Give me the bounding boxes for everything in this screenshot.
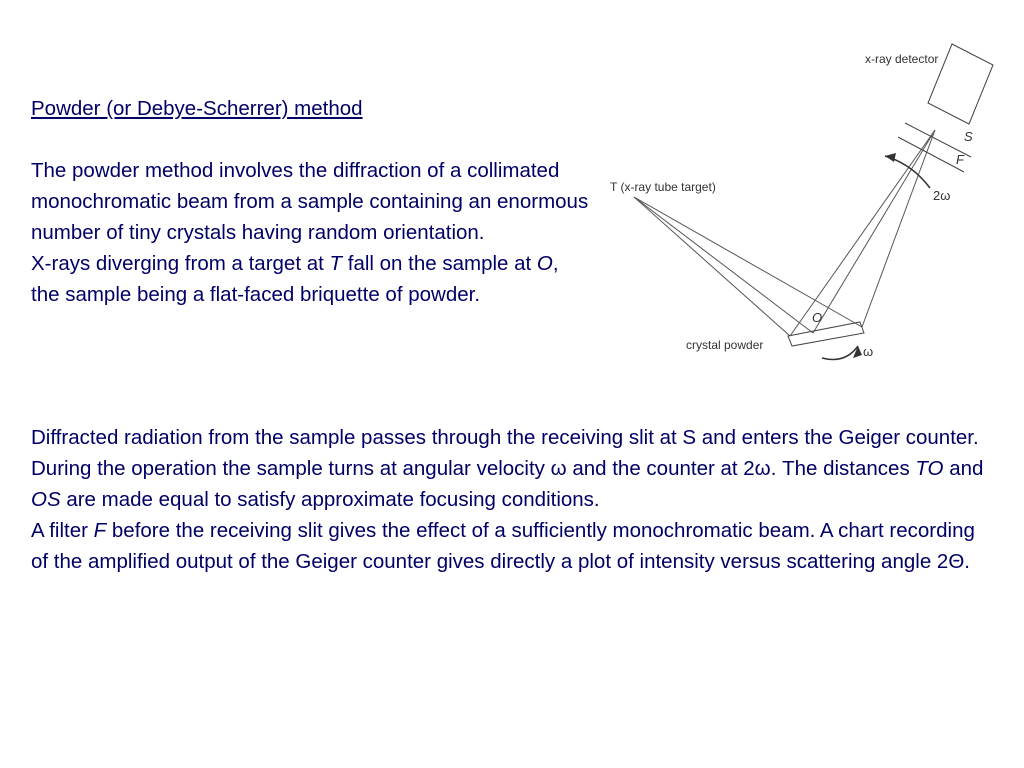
detail-text-block (31, 422, 991, 577)
ray-target-to-sample-3 (634, 197, 813, 333)
sample-plate (788, 322, 864, 346)
intro-text-block (31, 93, 591, 310)
sample-label: O (812, 310, 823, 325)
filter-label: F (956, 152, 964, 167)
detector-label: x-ray detector (865, 52, 939, 66)
omega-label: ω (863, 344, 874, 359)
paragraph-powder-method: The powder method involves the diffraction of a collimated monochromatic beam from a sample containing an enormous number of tiny crystals having random orientation. (31, 159, 589, 244)
target-label: T (x-ray tube target) (610, 180, 716, 194)
ray-sample-to-detector-1 (790, 130, 935, 336)
section-heading: Powder (or Debye-Scherrer) method (31, 97, 363, 120)
powder-diffraction-diagram (600, 40, 1000, 370)
omega-arrowhead (853, 346, 862, 358)
paragraph-filter: A filter F before the receiving slit gives the effect of a sufficiently monochromatic beam. A chart recording of the amplified output of the Geiger counter gives directly a plot of intensity versus scattering angle 2Θ. (31, 519, 975, 573)
ray-sample-to-detector-2 (862, 130, 935, 327)
ray-target-to-sample-1 (634, 197, 790, 336)
omega-arc (822, 346, 858, 360)
slit-label: S (964, 129, 973, 144)
ray-sample-to-detector-3 (813, 130, 935, 333)
paragraph-xray-target: X-rays diverging from a target at T fall on the sample at O, the sample being a flat-faced briquette of powder. (31, 252, 559, 306)
paragraph-diffracted-radiation: Diffracted radiation from the sample passes through the receiving slit at S and enters the Geiger counter. During the operation the sample turns at angular velocity ω and the counter at 2ω. The distances TO and OS are made equal to satisfy approximate focusing conditions. (31, 426, 984, 511)
two-omega-label: 2ω (933, 188, 951, 203)
two-omega-arrowhead (885, 153, 896, 162)
powder-label: crystal powder (686, 338, 764, 352)
